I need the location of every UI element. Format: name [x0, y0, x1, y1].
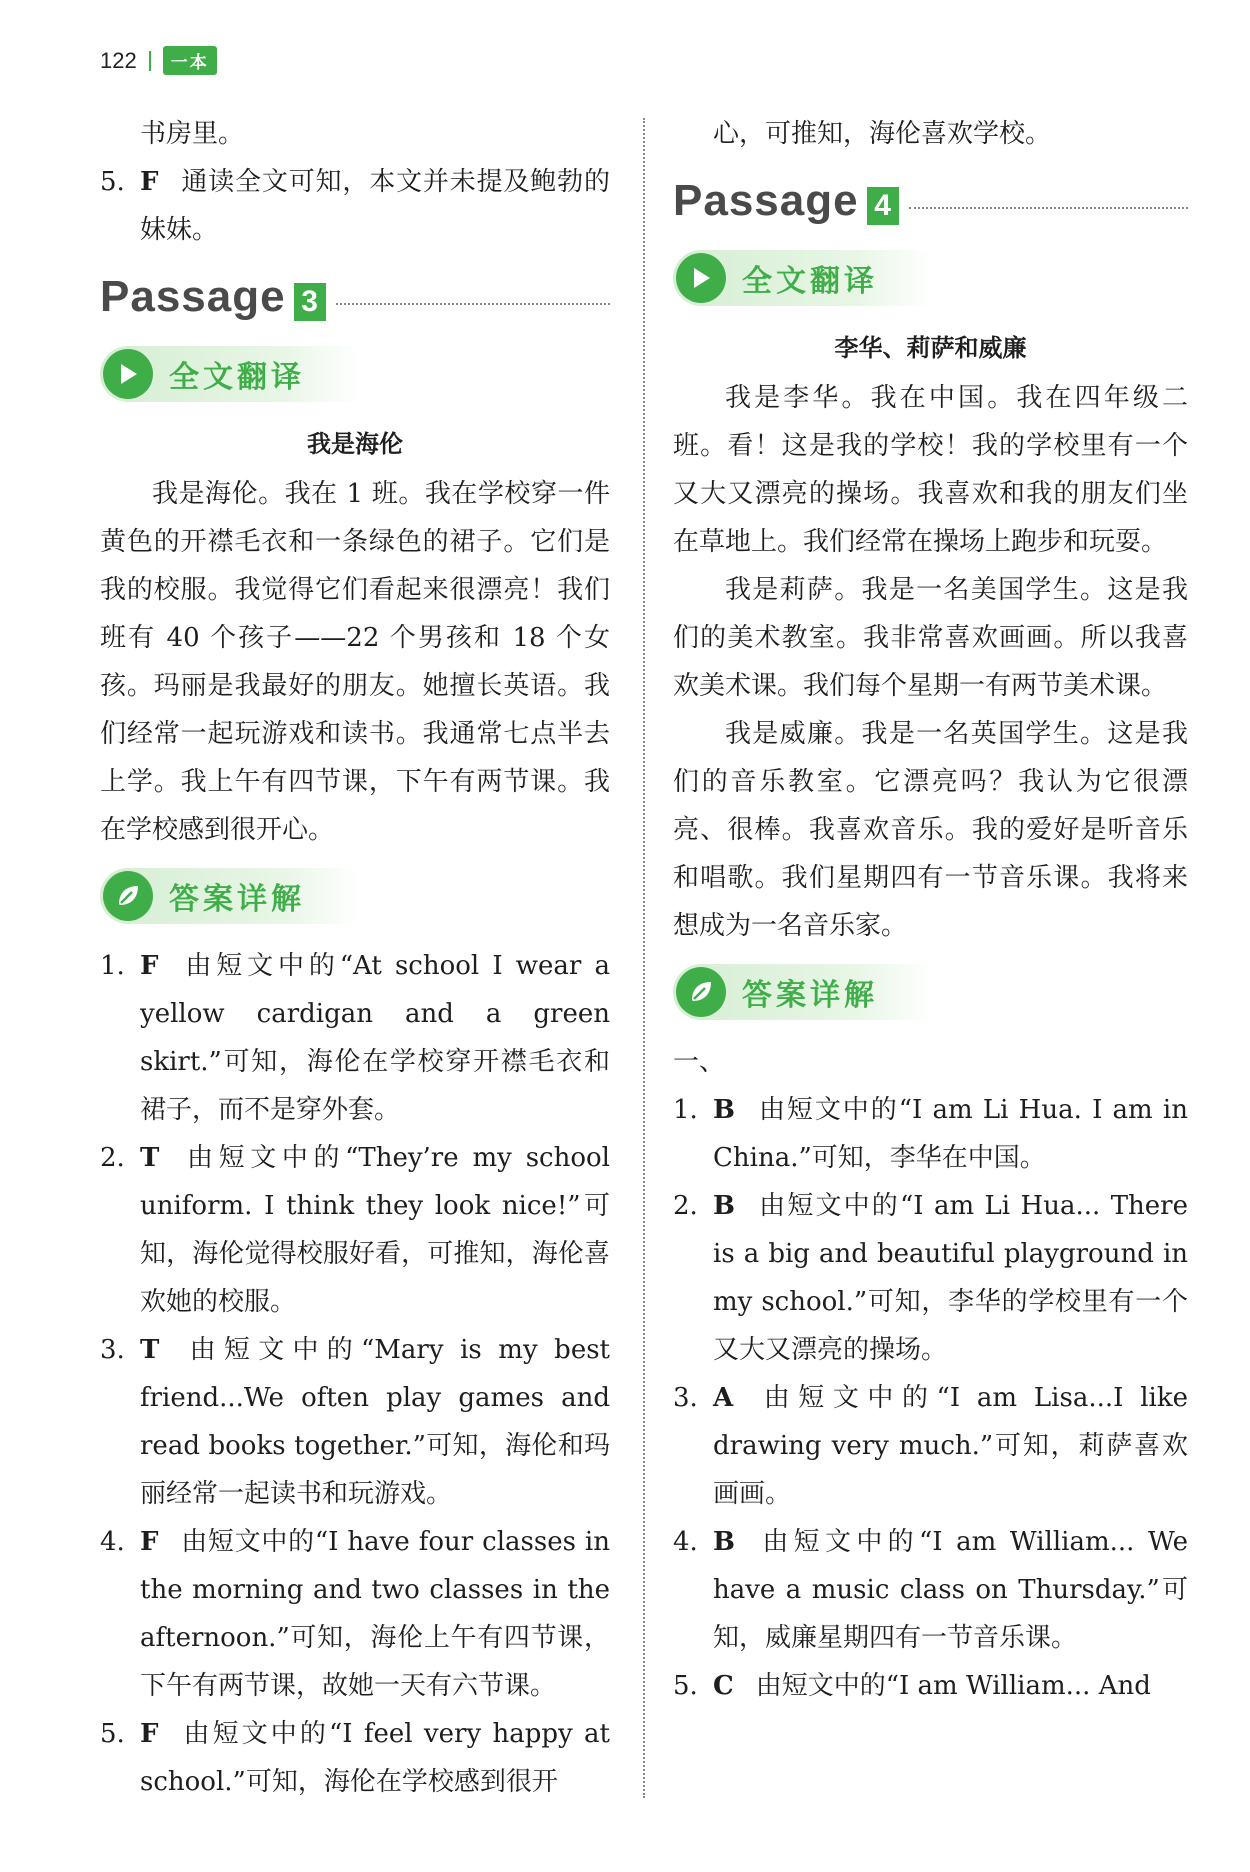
- right-column: [673, 110, 1188, 1710]
- prev-answer-tail: 心，可推知，海伦喜欢学校。: [713, 119, 1052, 149]
- answer-item: [673, 1662, 1188, 1710]
- passage-word: Passage: [673, 176, 859, 225]
- page-header: [100, 46, 217, 75]
- answers-banner: [673, 964, 933, 1020]
- answers-banner: [100, 868, 360, 924]
- item-answer: F: [140, 1527, 159, 1557]
- answer-item: [100, 1518, 610, 1710]
- item-number: 2.: [673, 1191, 698, 1221]
- item-answer: F: [140, 951, 159, 981]
- passage-word: Passage: [100, 272, 286, 321]
- passage-number-badge: 3: [294, 283, 326, 321]
- answer-item: [673, 1086, 1188, 1182]
- leaf-icon: [676, 967, 726, 1017]
- page-number: 122: [100, 47, 137, 73]
- item-explanation: 由短文中的“I am William... We have a music class on Thursday.”可知，威廉星期四有一节音乐课。: [713, 1527, 1188, 1653]
- item-explanation: 由短文中的“I feel very happy at school.”可知，海伦在学校感到很开: [140, 1719, 610, 1797]
- story-paragraph: 我是莉萨。我是一名美国学生。这是我们的美术教室。我非常喜欢画画。所以我喜欢美术课。我们每个星期一有两节美术课。: [673, 575, 1188, 701]
- item-answer: B: [713, 1191, 735, 1221]
- item-explanation: 由短文中的“I am Li Hua... There is a big and beautiful playground in my school.”可知，李华的学校里有一个又大又漂亮的操场。: [713, 1191, 1188, 1365]
- story-title: 李华、莉萨和威廉: [834, 334, 1027, 362]
- item-answer: B: [713, 1527, 735, 1557]
- header-divider: [149, 51, 151, 71]
- dotted-rule: [909, 207, 1188, 209]
- answer-item: [673, 1182, 1188, 1374]
- play-icon: [103, 349, 153, 399]
- play-icon: [676, 253, 726, 303]
- item-number: 1.: [100, 951, 125, 981]
- section-label: 一、: [673, 1047, 726, 1077]
- passage-3-heading: [100, 262, 610, 332]
- story-paragraph: 我是李华。我在中国。我在四年级二班。看！这是我的学校！我的学校里有一个又大又漂亮的操场。我喜欢和我的朋友们坐在草地上。我们经常在操场上跑步和玩耍。: [673, 383, 1188, 557]
- translation-label: 全文翻译: [169, 360, 305, 395]
- prev-answer-item: [100, 158, 610, 254]
- passage-4-heading: [673, 166, 1188, 236]
- column-divider: [643, 118, 645, 1798]
- item-number: 5.: [673, 1671, 698, 1701]
- item-answer: T: [140, 1143, 160, 1173]
- item-explanation: 由短文中的“At school I wear a yellow cardigan and a green skirt.”可知，海伦在学校穿开襟毛衣和裙子，而不是穿外套。: [140, 951, 610, 1125]
- passage-number-badge: 4: [867, 187, 899, 225]
- story-body: 我是海伦。我在 1 班。我在学校穿一件黄色的开襟毛衣和一条绿色的裙子。它们是我的校服。我觉得它们看起来很漂亮！我们班有 40 个孩子——22 个男孩和 18 个女孩。玛丽是我最好的朋友。她擅长英语。我们经常一起玩游戏和读书。我通常七点半去上学。我上午有四节课，下午有两节课。我在学校感到很开心。: [100, 479, 610, 845]
- dotted-rule: [336, 303, 610, 305]
- item-explanation: 由短文中的“Mary is my best friend...We often play games and read books together.”可知，海伦和玛丽经常一起读书和玩游戏。: [140, 1335, 610, 1509]
- prev-answer-tail: 书房里。: [140, 119, 245, 149]
- item-number: 1.: [673, 1095, 698, 1125]
- answer-item: [100, 942, 610, 1134]
- translation-banner: [673, 250, 933, 306]
- answers-label: 答案详解: [742, 978, 878, 1013]
- item-answer: F: [140, 1719, 159, 1749]
- left-column: [100, 110, 610, 1806]
- item-number: 5.: [100, 167, 125, 197]
- leaf-icon: [103, 871, 153, 921]
- answer-item: [673, 1518, 1188, 1662]
- item-answer: C: [713, 1671, 734, 1701]
- answer-item: [100, 1326, 610, 1518]
- item-number: 3.: [100, 1335, 125, 1365]
- answers-label: 答案详解: [169, 882, 305, 917]
- answer-item: [100, 1134, 610, 1326]
- item-explanation: 通读全文可知，本文并未提及鲍勃的妹妹。: [140, 167, 610, 245]
- item-explanation: 由短文中的“I am Li Hua. I am in China.”可知，李华在中国。: [713, 1095, 1188, 1173]
- item-number: 3.: [673, 1383, 698, 1413]
- item-number: 5.: [100, 1719, 125, 1749]
- answer-item: [100, 1710, 610, 1806]
- item-number: 4.: [100, 1527, 125, 1557]
- story-title: 我是海伦: [307, 430, 403, 458]
- brand-logo: 一本: [163, 46, 217, 75]
- item-explanation: 由短文中的“I am Lisa...I like drawing very much.”可知，莉萨喜欢画画。: [713, 1383, 1188, 1509]
- translation-banner: [100, 346, 360, 402]
- answer-item: [673, 1374, 1188, 1518]
- story-paragraph: 我是威廉。我是一名英国学生。这是我们的音乐教室。它漂亮吗？我认为它很漂亮、很棒。我喜欢音乐。我的爱好是听音乐和唱歌。我们星期四有一节音乐课。我将来想成为一名音乐家。: [673, 719, 1188, 941]
- item-answer: B: [713, 1095, 735, 1125]
- item-answer: F: [140, 167, 159, 197]
- item-explanation: 由短文中的“I am William... And: [755, 1671, 1151, 1701]
- item-number: 2.: [100, 1143, 125, 1173]
- item-answer: A: [713, 1383, 734, 1413]
- item-explanation: 由短文中的“They’re my school uniform. I think they look nice!”可知，海伦觉得校服好看，可推知，海伦喜欢她的校服。: [140, 1143, 610, 1317]
- item-number: 4.: [673, 1527, 698, 1557]
- item-explanation: 由短文中的“I have four classes in the morning and two classes in the afternoon.”可知，海伦上午有四节课，下午有两节课，故她一天有六节课。: [140, 1527, 610, 1701]
- translation-label: 全文翻译: [742, 264, 878, 299]
- item-answer: T: [140, 1335, 160, 1365]
